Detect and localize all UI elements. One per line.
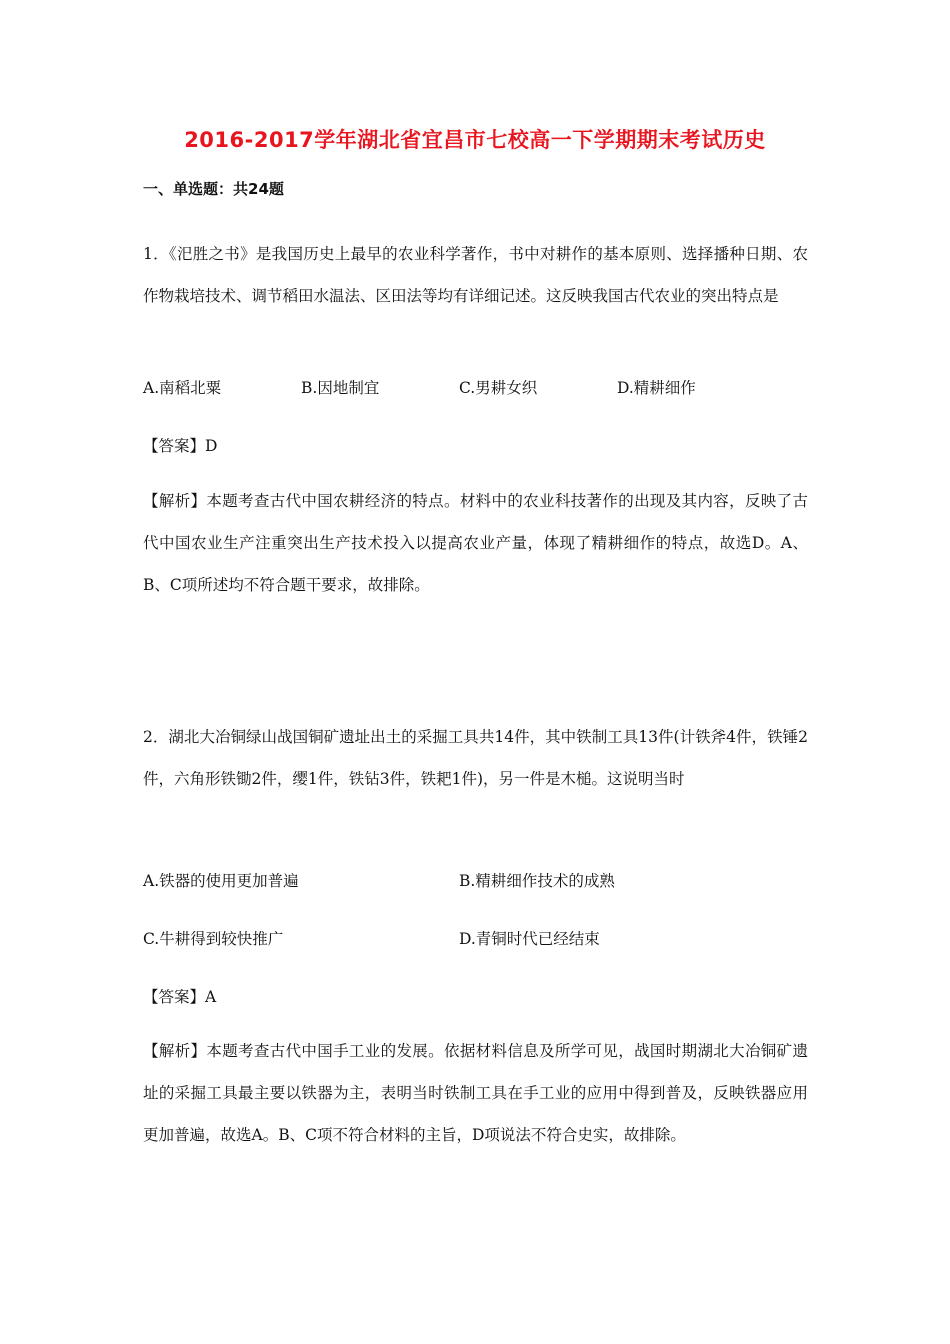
question-2-option-b: B.精耕细作技术的成熟	[459, 872, 615, 890]
section-heading: 一、单选题：共24题	[143, 180, 284, 198]
question-2-option-c: C.牛耕得到较快推广	[143, 930, 284, 948]
question-1-analysis: 【解析】本题考查古代中国农耕经济的特点。材料中的农业科技著作的出现及其内容，反映了古代中国农业生产注重突出生产技术投入以提高农业产量，体现了精耕细作的特点，故选D。A、B、C项所述均不符合题干要求，故排除。	[143, 492, 808, 594]
question-1-option-d: D.精耕细作	[617, 379, 696, 397]
question-2-analysis: 【解析】本题考查古代中国手工业的发展。依据材料信息及所学可见，战国时期湖北大冶铜矿遗址的采掘工具最主要以铁器为主，表明当时铁制工具在手工业的应用中得到普及，反映铁器应用更加普遍，故选A。B、C项不符合材料的主旨，D项说法不符合史实，故排除。	[143, 1042, 808, 1144]
question-1-stem: 1．《汜胜之书》是我国历史上最早的农业科学著作，书中对耕作的基本原则、选择播种日期、农作物栽培技术、调节稻田水温法、区田法等均有详细记述。这反映我国古代农业的突出特点是	[143, 245, 808, 305]
question-1-option-b: B.因地制宜	[301, 379, 380, 397]
question-2-stem: 2．湖北大冶铜绿山战国铜矿遗址出土的采掘工具共14件，其中铁制工具13件(计铁斧4件，铁锤2件，六角形铁锄2件，缨1件，铁钻3件，铁耙1件)，另一件是木槌。这说明当时	[143, 728, 808, 788]
question-1-answer: 【答案】D	[143, 437, 218, 455]
document-title: 2016-2017学年湖北省宜昌市七校高一下学期期末考试历史	[184, 128, 766, 152]
question-1-option-c: C.男耕女织	[459, 379, 538, 397]
question-2-answer: 【答案】A	[143, 988, 217, 1006]
question-1-option-a: A.南稻北粟	[143, 379, 222, 397]
question-2-option-d: D.青铜时代已经结束	[459, 930, 600, 948]
question-2-option-a: A.铁器的使用更加普遍	[143, 872, 299, 890]
